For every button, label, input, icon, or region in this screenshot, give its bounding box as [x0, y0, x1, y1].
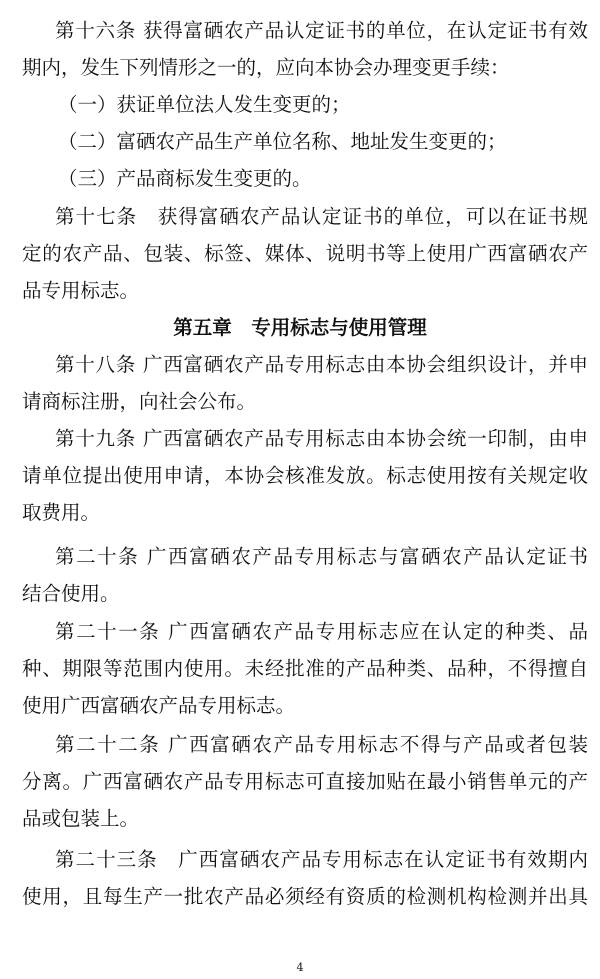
article-21-line-3: 使用广西富硒农产品专用标志。 [22, 694, 296, 717]
article-21-line-1: 第二十一条 广西富硒农产品专用标志应在认定的种类、品 [55, 620, 588, 643]
article-17-line-2: 定的农产品、包装、标签、媒体、说明书等上使用广西富硒农产 [22, 242, 588, 265]
article-17-line-1: 第十七条 获得富硒农产品认定证书的单位，可以在证书规 [55, 205, 588, 228]
article-19-line-3: 取费用。 [22, 501, 101, 524]
article-23-line-1: 第二十三条 广西富硒农产品专用标志在认定证书有效期内 [55, 848, 588, 871]
chapter-5-heading: 第五章 专用标志与使用管理 [173, 316, 427, 339]
article-20-line-2: 结合使用。 [22, 582, 120, 605]
article-16-item-3: （三）产品商标发生变更的。 [58, 167, 312, 190]
article-22-line-3: 品或包装上。 [22, 807, 140, 830]
article-21-line-2: 种、期限等范围内使用。未经批准的产品种类、品种，不得擅自 [22, 657, 588, 680]
article-18-line-1: 第十八条 广西富硒农产品专用标志由本协会组织设计，并申 [55, 353, 588, 376]
article-22-line-2: 分离。广西富硒农产品专用标志可直接加贴在最小销售单元的产 [22, 770, 588, 793]
article-17-line-3: 品专用标志。 [22, 279, 140, 302]
article-16-line-2: 期内，发生下列情形之一的，应向本协会办理变更手续： [22, 56, 510, 79]
article-16-line-1: 第十六条 获得富硒农产品认定证书的单位，在认定证书有效 [55, 19, 588, 42]
article-23-line-2: 使用，且每生产一批农产品必须经有资质的检测机构检测并出具 [22, 885, 588, 908]
article-19-line-1: 第十九条 广西富硒农产品专用标志由本协会统一印制，由申 [55, 427, 588, 450]
page-number: 4 [296, 961, 304, 974]
article-19-line-2: 请单位提出使用申请，本协会核准发放。标志使用按有关规定收 [22, 464, 588, 487]
article-16-item-1: （一）获证单位法人发生变更的； [58, 93, 351, 116]
article-20-line-1: 第二十条 广西富硒农产品专用标志与富硒农产品认定证书 [55, 545, 588, 568]
article-22-line-1: 第二十二条 广西富硒农产品专用标志不得与产品或者包装 [55, 733, 588, 756]
article-16-item-2: （二）富硒农产品生产单位名称、地址发生变更的； [58, 130, 507, 153]
article-18-line-2: 请商标注册，向社会公布。 [22, 390, 257, 413]
